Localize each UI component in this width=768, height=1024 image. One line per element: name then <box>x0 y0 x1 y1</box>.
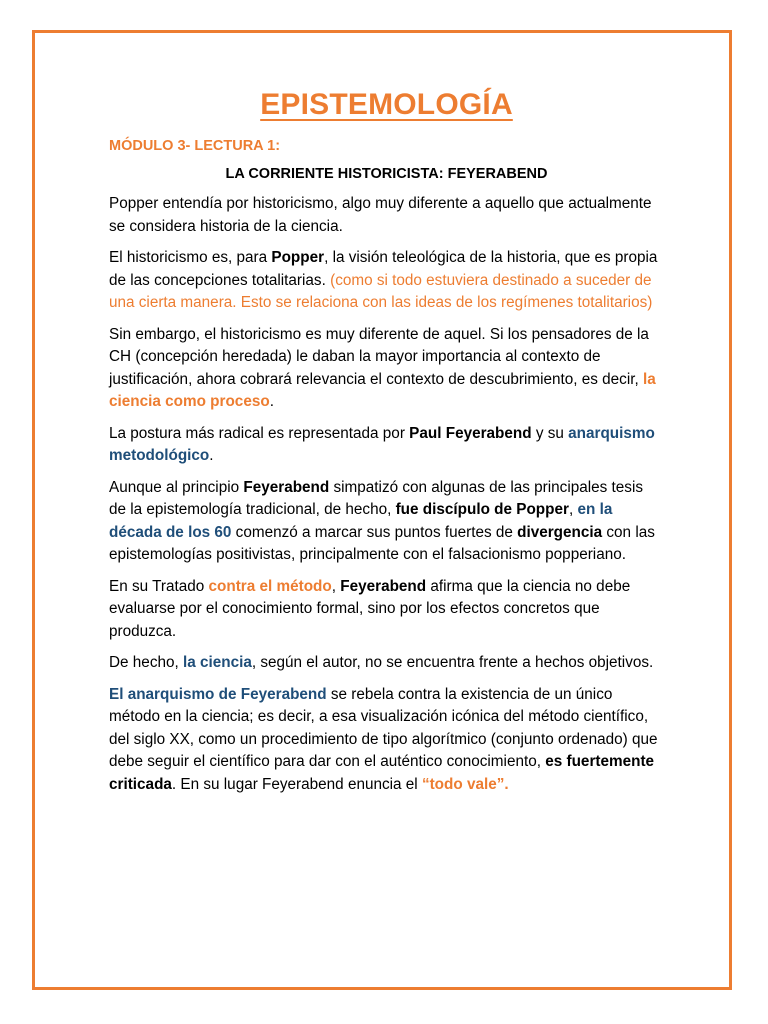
p5-text-2: simpatizó con algunas de las principales tesis de la epistemología tradicional, de hecho, <box>109 478 644 518</box>
paragraph-4 <box>109 423 664 468</box>
p7-blue-highlight: la ciencia <box>182 654 252 671</box>
p6-orange-highlight: contra el método <box>208 577 332 595</box>
p5-blue-highlight: en la década de los 60 <box>109 501 613 541</box>
paragraph-3 <box>109 324 664 414</box>
p6-text-1: En su Tratado <box>109 577 209 595</box>
p5-bold-2: fue discípulo de Popper <box>395 501 569 518</box>
p2-text-2: , la visión teleológica de la historia, que es propia de las concepciones totalitarias. <box>109 249 658 289</box>
p5-text-3: , <box>568 501 578 518</box>
p3-text-2: . <box>269 393 274 410</box>
p5-text-1: Aunque al principio <box>109 478 244 496</box>
p2-text-1: El historicismo es, para <box>109 249 272 266</box>
p2-bold-popper: Popper <box>271 249 325 266</box>
p4-blue-highlight: anarquismo metodológico <box>109 424 655 464</box>
p4-text-3: . <box>209 447 214 464</box>
p4-text-2: y su <box>531 424 569 442</box>
paragraph-8 <box>109 684 664 797</box>
paragraph-6 <box>109 576 664 644</box>
p8-text-3: . <box>504 775 509 793</box>
document-body <box>109 88 664 805</box>
p2-orange-note: (como si todo estuviera destinado a suceder de una cierta manera. Esto se relaciona con las ideas de los regímenes totalitarios) <box>109 271 653 311</box>
p3-orange-highlight: la ciencia como proceso <box>109 370 656 410</box>
p6-bold-name: Feyerabend <box>340 577 427 595</box>
paragraph-1 <box>109 193 664 238</box>
p1-text: Popper entendía por historicismo, algo muy diferente a aquello que actualmente se considera historia de la ciencia. <box>109 195 652 235</box>
section-subtitle: LA CORRIENTE HISTORICISTA: FEYERABEND <box>225 166 548 182</box>
p6-text-2: , <box>331 577 341 595</box>
p8-text-2: . En su lugar Feyerabend enuncia el <box>171 775 422 793</box>
paragraph-7 <box>109 652 664 675</box>
p5-bold-1: Feyerabend <box>243 478 330 496</box>
p8-text-1: se rebela contra la existencia de un único método en la ciencia; es decir, a esa visualización icónica del método científico, del siglo XX, como un procedimiento de tipo algorítmico (conjunto ordenado) que debe seguir el científico para dar con el auténtico conocimiento, <box>109 685 658 770</box>
paragraph-5 <box>109 477 664 567</box>
p6-text-3: afirma que la ciencia no debe evaluarse por el conocimiento formal, sino por los efectos concretos que produzca. <box>109 577 631 640</box>
p7-text-2: , según el autor, no se encuentra frente a hechos objetivos. <box>251 654 654 671</box>
p4-bold-name: Paul Feyerabend <box>409 424 532 442</box>
paragraph-2 <box>109 247 664 315</box>
p3-text-1: Sin embargo, el historicismo es muy diferente de aquel. Si los pensadores de la CH (concepción heredada) le daban la mayor importancia al contexto de justificación, ahora cobrará relevancia el contexto de descubrimiento, es decir, <box>109 325 649 388</box>
p8-bold: es fuertemente criticada <box>109 753 655 793</box>
p7-text-1: De hecho, <box>109 654 183 671</box>
p8-orange-quote: “todo vale” <box>421 775 505 793</box>
p5-text-4: comenzó a marcar sus puntos fuertes de <box>231 523 518 541</box>
p5-bold-3: divergencia <box>517 523 603 541</box>
p4-text-1: La postura más radical es representada por <box>109 424 410 442</box>
document-title: EPISTEMOLOGÍA <box>260 88 513 121</box>
module-heading: MÓDULO 3- LECTURA 1: <box>109 138 281 154</box>
p5-text-5: con las epistemologías positivistas, principalmente con el falsacionismo popperiano. <box>109 523 655 563</box>
p8-blue-highlight: El anarquismo de Feyerabend <box>109 685 327 703</box>
